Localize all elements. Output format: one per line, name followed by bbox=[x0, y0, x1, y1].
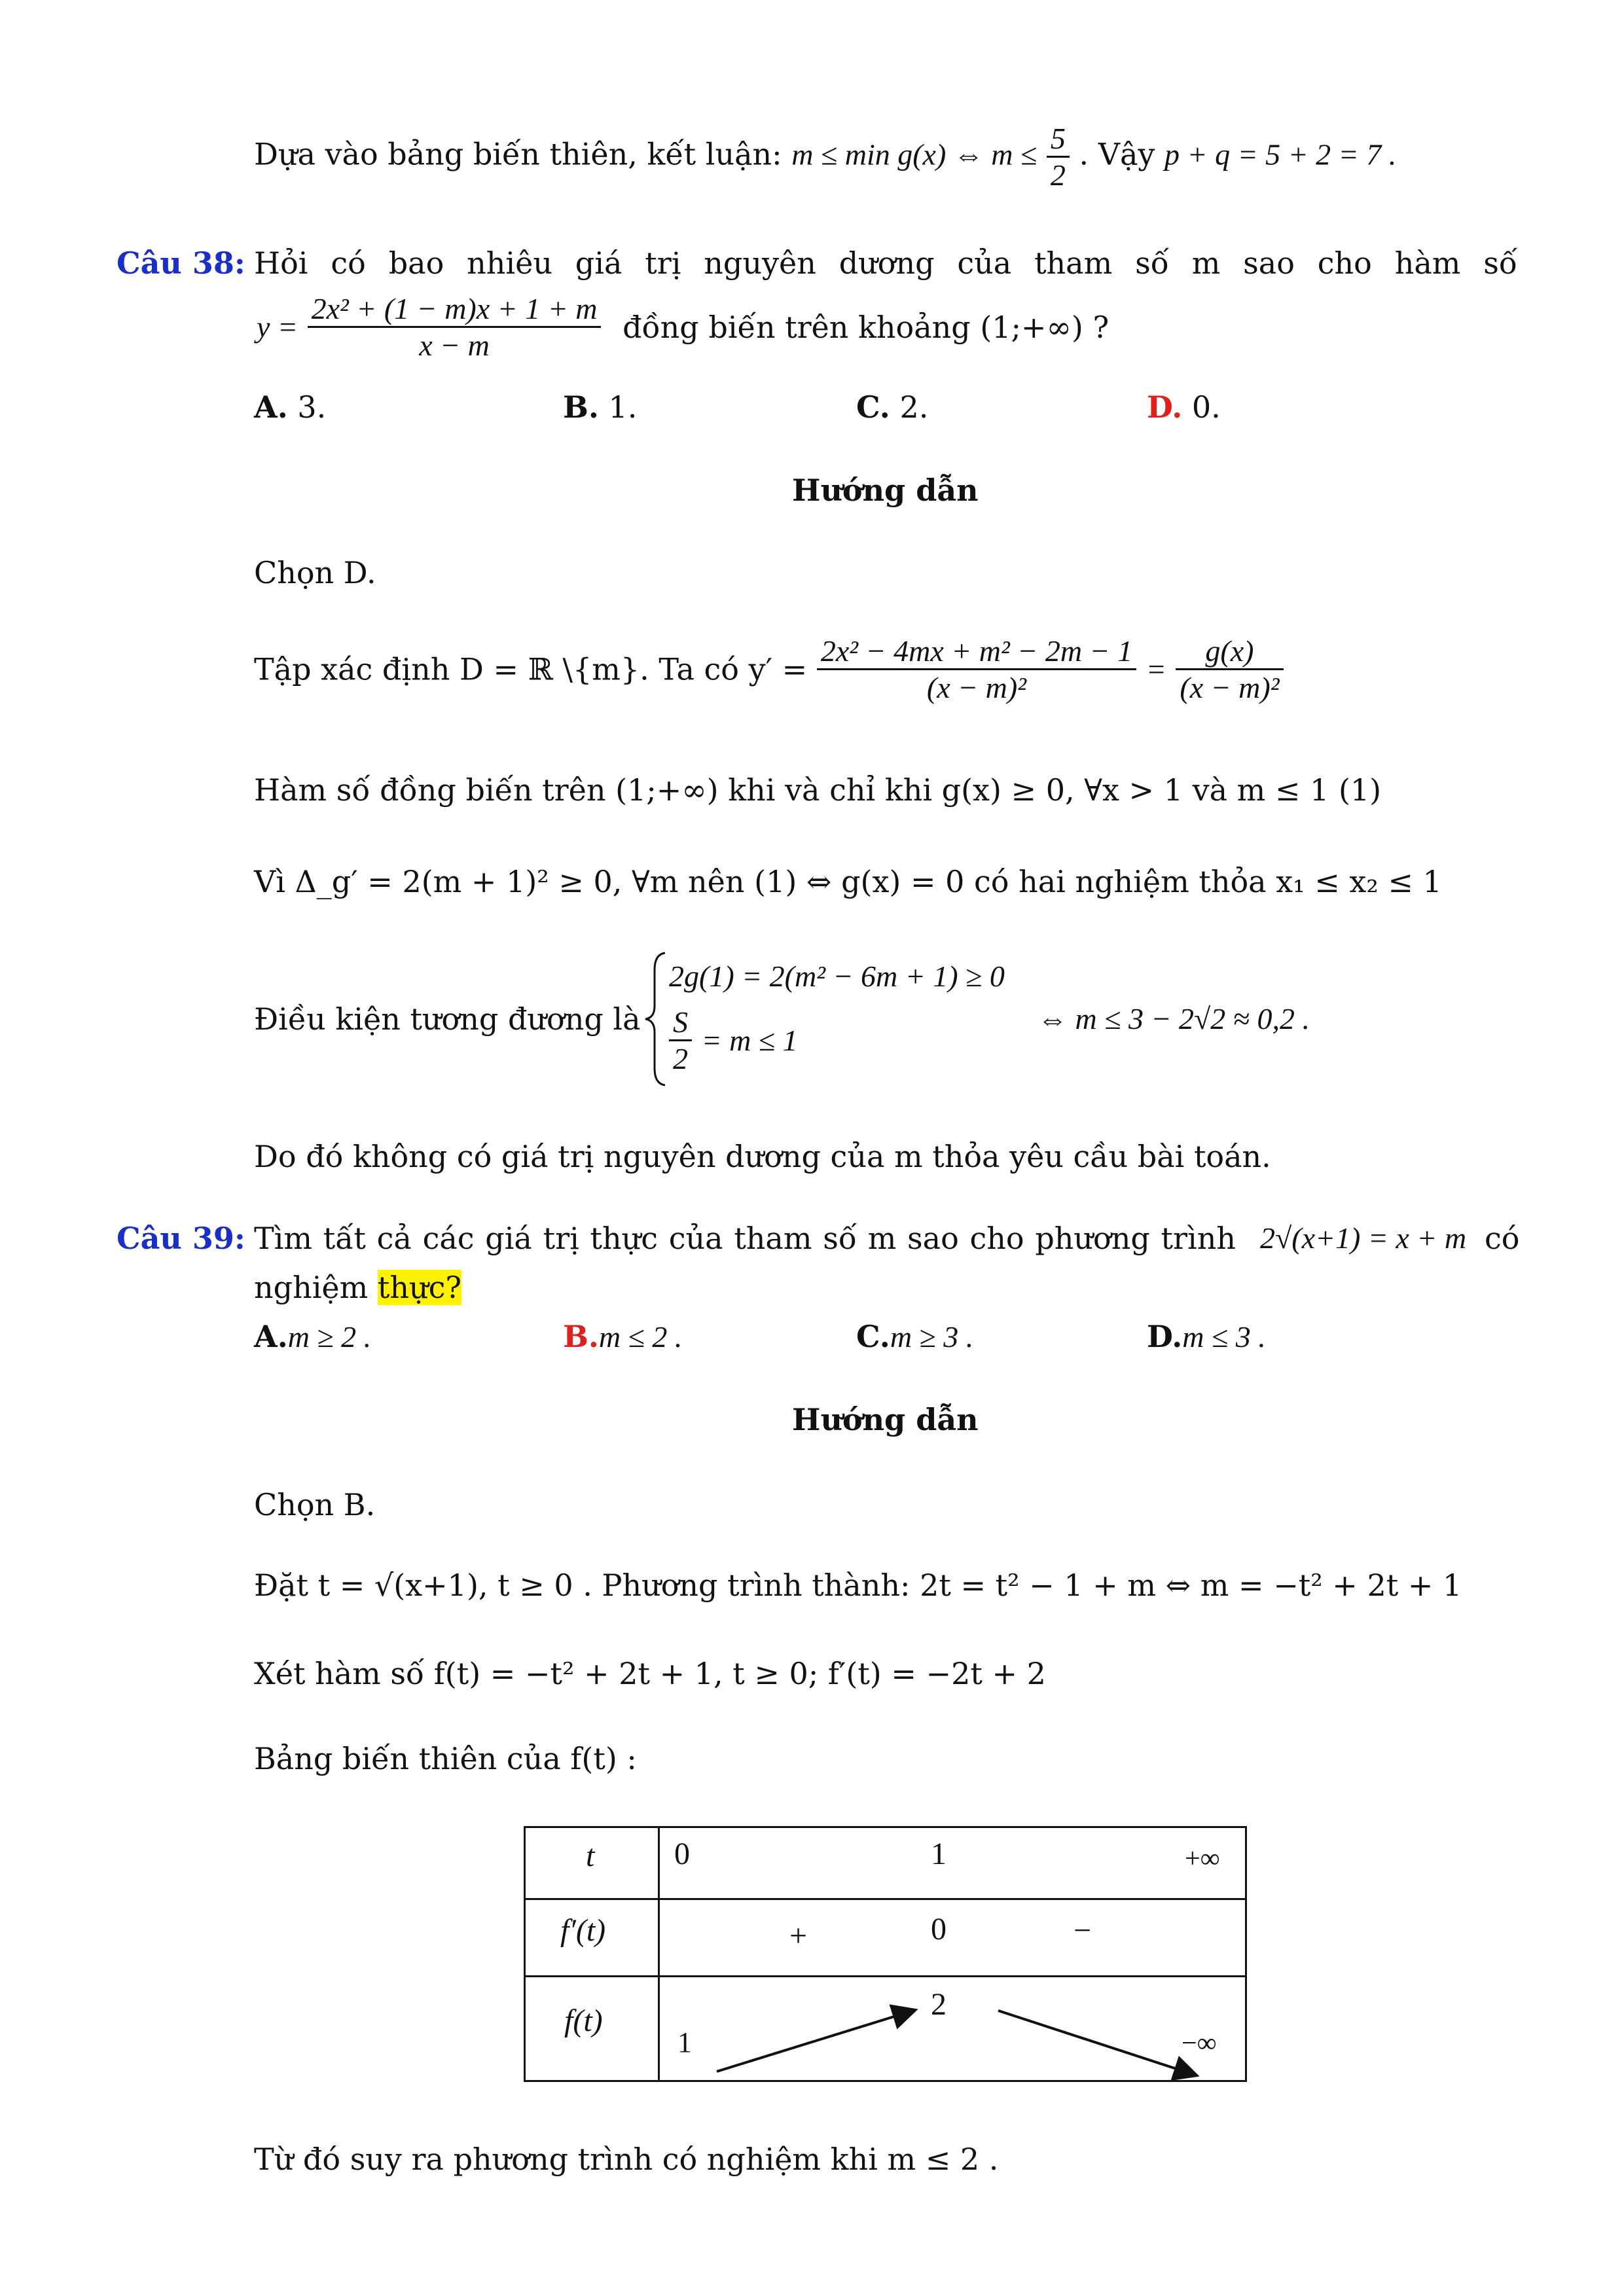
q39-equation: 2√(x+1) = x + m bbox=[1260, 1221, 1467, 1255]
top-text: Dựa vào bảng biến thiên, kết luận: bbox=[254, 136, 792, 172]
q38-option-a[interactable]: A. 3. bbox=[254, 389, 327, 425]
q38-option-b[interactable]: B. 1. bbox=[563, 389, 638, 425]
q39-option-c[interactable]: C.m ≥ 3 . bbox=[856, 1319, 974, 1354]
q39-table-intro: Bảng biến thiên của f(t) : bbox=[254, 1741, 637, 1776]
q38-eq: = bbox=[1146, 653, 1166, 686]
q39-tail: có bbox=[1485, 1221, 1520, 1256]
table-t1: 1 bbox=[931, 1837, 947, 1871]
q38-g-fraction: $\frac{g(x)}{\text{(x − m)²}}$ bbox=[1176, 634, 1283, 705]
q38-function bbox=[257, 291, 1109, 363]
q38-text: Hỏi có bao nhiêu giá trị nguyên dương của tham số m sao cho hàm số bbox=[254, 245, 1517, 281]
decreasing-arrow-icon bbox=[998, 2011, 1195, 2075]
q39-choose: Chọn B. bbox=[254, 1487, 376, 1522]
q38-option-c[interactable]: C. 2. bbox=[856, 389, 929, 425]
q38-system-eq1: 2g(1) = 2(m² − 6m + 1) ≥ 0 bbox=[669, 960, 1005, 993]
increasing-arrow-icon bbox=[717, 2011, 913, 2072]
top-formula: m ≤ min g(x) ⇔ m ≤ bbox=[791, 137, 1038, 171]
q38-derivative-line bbox=[254, 634, 1284, 705]
top-conclusion bbox=[254, 121, 1396, 192]
q39-option-a[interactable]: A.m ≥ 2 . bbox=[254, 1319, 372, 1354]
q39-line2: nghiệm thực? bbox=[254, 1270, 462, 1305]
q39-guide-title: Hướng dẫn bbox=[792, 1402, 979, 1437]
q38-derivative-fraction: $\frac{\text{2x² − 4mx + m² − 2m − 1}}{\text{(x − m)²}}$ bbox=[817, 634, 1136, 705]
table-t-label: t bbox=[586, 1839, 595, 1873]
q39-label: Câu 39: bbox=[117, 1221, 245, 1256]
q38-system-label: Điều kiện tương đương là bbox=[254, 1001, 641, 1037]
q39-option-b[interactable]: B.m ≤ 2 . bbox=[563, 1319, 683, 1354]
q38-condition: Hàm số đồng biến trên (1;+∞) khi và chỉ khi g(x) ≥ 0, ∀x > 1 và m ≤ 1 (1) bbox=[254, 772, 1382, 808]
table-function-label: f(t) bbox=[564, 2003, 603, 2038]
q38-system-eq2: $\frac{S}{2}$ = m ≤ 1 bbox=[669, 1005, 798, 1076]
q38-s-fraction: $\frac{S}{2}$ bbox=[669, 1005, 692, 1076]
table-v1: 2 bbox=[931, 1987, 947, 2022]
q38-y: y = bbox=[257, 310, 298, 344]
top-formula-2: p + q = 5 + 2 = 7 . bbox=[1164, 137, 1397, 171]
q38-domain: Tập xác định D = ℝ \{m}. Ta có y′ = bbox=[254, 651, 808, 687]
q38-discriminant: Vì Δ_g′ = 2(m + 1)² ≥ 0, ∀m nên (1) ⇔ g(x) = 0 có hai nghiệm thỏa x₁ ≤ x₂ ≤ 1 bbox=[254, 864, 1442, 899]
top-text-2: . Vậy bbox=[1079, 136, 1155, 172]
brace-icon bbox=[643, 950, 669, 1088]
q38-fraction: $\frac{\text{2x² + (1 − m)x + 1 + m}}{x - m}$ bbox=[308, 291, 602, 363]
q39-substitution: Đặt t = √(x+1), t ≥ 0 . Phương trình thành: 2t = t² − 1 + m ⇔ m = −t² + 2t + 1 bbox=[254, 1568, 1462, 1603]
table-t0: 0 bbox=[674, 1837, 690, 1871]
q38-label: Câu 38: bbox=[117, 245, 245, 281]
q38-guide-title: Hướng dẫn bbox=[792, 473, 979, 508]
table-derivative-label: f′(t) bbox=[560, 1913, 606, 1948]
table-plus: + bbox=[789, 1918, 808, 1953]
highlighted-text: thực? bbox=[377, 1270, 462, 1305]
top-fraction: $\frac{5}{2}$ bbox=[1047, 121, 1070, 192]
table-minus: − bbox=[1074, 1913, 1092, 1948]
q38-tail: đồng biến trên khoảng (1;+∞) ? bbox=[623, 309, 1110, 345]
q39-conclusion: Từ đó suy ra phương trình có nghiệm khi m ≤ 2 . bbox=[254, 2142, 999, 2177]
q38-final: Do đó không có giá trị nguyên dương của m thỏa yêu cầu bài toán. bbox=[254, 1139, 1271, 1174]
q38-choose: Chọn D. bbox=[254, 555, 376, 590]
table-t2: +∞ bbox=[1185, 1844, 1220, 1874]
table-v2: −∞ bbox=[1182, 2028, 1217, 2058]
q39-function: Xét hàm số f(t) = −t² + 2t + 1, t ≥ 0; f′(t) = −2t + 2 bbox=[254, 1656, 1046, 1691]
table-zero: 0 bbox=[931, 1912, 947, 1946]
q38-option-d[interactable]: D. 0. bbox=[1147, 389, 1221, 425]
q39-option-d[interactable]: D.m ≤ 3 . bbox=[1147, 1319, 1266, 1354]
q39-text: Tìm tất cả các giá trị thực của tham số m sao cho phương trình bbox=[254, 1221, 1236, 1256]
table-arrows bbox=[524, 1826, 1250, 2088]
table-v0: 1 bbox=[677, 2026, 692, 2058]
q38-system-result: ⇔ m ≤ 3 − 2√2 ≈ 0,2 . bbox=[1038, 1002, 1310, 1035]
